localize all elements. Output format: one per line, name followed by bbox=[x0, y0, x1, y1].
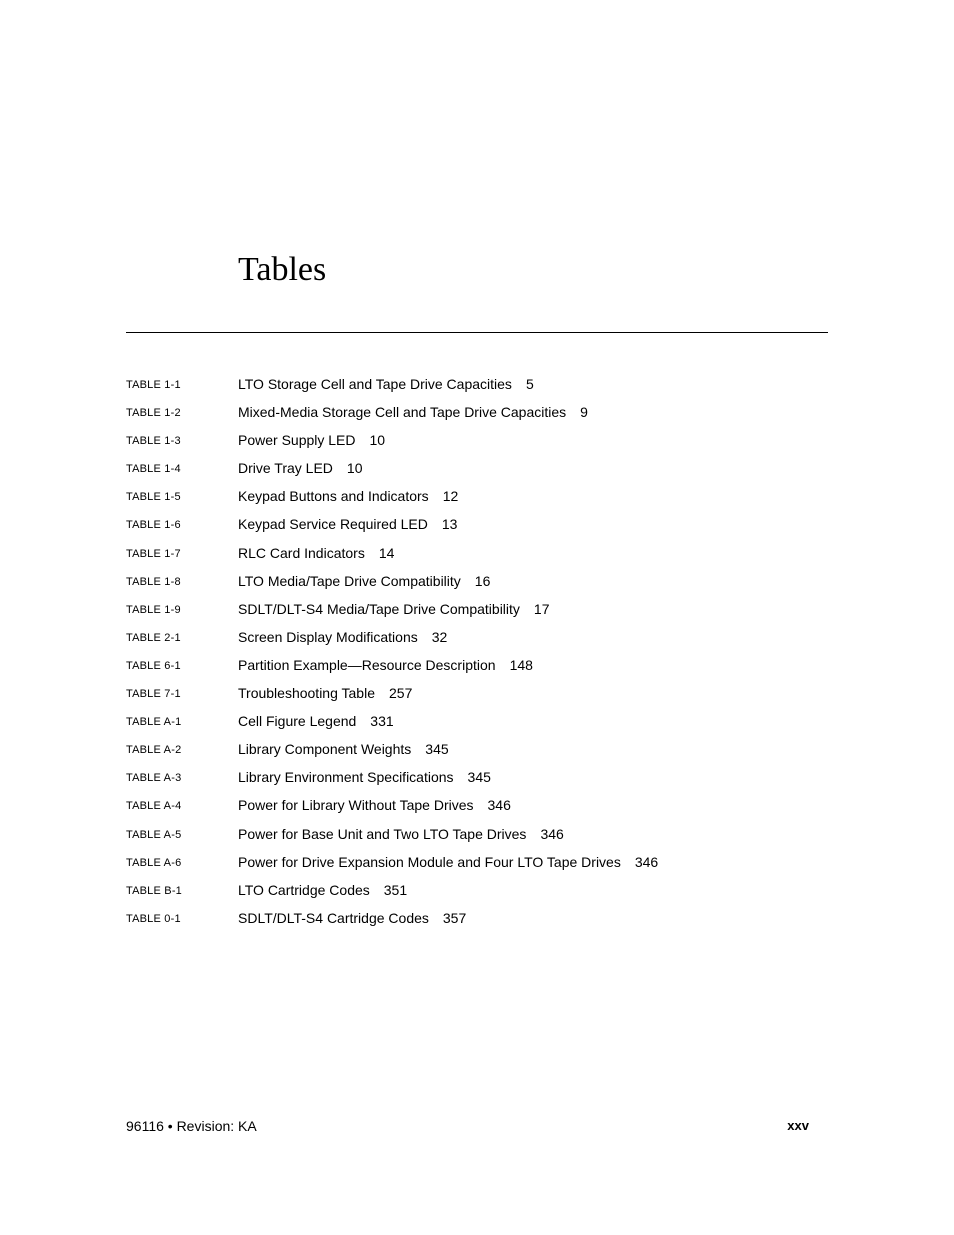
toc-entry-number: TABLE 1-6 bbox=[126, 519, 181, 532]
toc-entry-page: 257 bbox=[389, 685, 413, 702]
toc-entry-page: 5 bbox=[525, 376, 534, 392]
toc-entry-number: TABLE 1-8 bbox=[126, 575, 181, 588]
toc-entry-link[interactable] bbox=[238, 573, 490, 589]
toc-entry[interactable] bbox=[0, 597, 954, 625]
toc-entry-number: TABLE A-5 bbox=[126, 828, 182, 841]
toc-entry-page: 357 bbox=[442, 909, 467, 926]
toc-entry-link[interactable] bbox=[238, 797, 511, 813]
toc-entry-number: TABLE 0-1 bbox=[126, 912, 181, 925]
toc-entry-number: TABLE 1-4 bbox=[126, 463, 181, 476]
toc-entry-number: TABLE A-3 bbox=[126, 772, 182, 785]
toc-entry[interactable] bbox=[0, 484, 954, 512]
toc-entry-title: SDLT/DLT-S4 Media/Tape Drive Compatibility bbox=[238, 600, 520, 617]
toc-entry-title: Keypad Buttons and Indicators bbox=[238, 488, 429, 505]
toc-entry-number: TABLE 2-1 bbox=[126, 631, 181, 644]
toc-entry-page: 351 bbox=[383, 881, 408, 898]
page-title: Tables bbox=[238, 251, 327, 288]
toc-entry[interactable] bbox=[0, 512, 954, 540]
toc-entry[interactable] bbox=[0, 765, 954, 793]
toc-entry-link[interactable] bbox=[238, 404, 588, 420]
toc-entry-number: TABLE 1-3 bbox=[126, 435, 181, 448]
toc-entry-link[interactable] bbox=[238, 488, 458, 504]
toc-entry[interactable] bbox=[0, 541, 954, 569]
toc-entry-title: Library Environment Specifications bbox=[238, 769, 454, 786]
toc-entry-page: 345 bbox=[467, 769, 491, 786]
toc-entry-link[interactable] bbox=[238, 826, 564, 842]
toc-entry-number: TABLE A-4 bbox=[126, 800, 182, 813]
toc-entry-link[interactable] bbox=[238, 601, 550, 617]
toc-entry-number: TABLE 7-1 bbox=[126, 688, 181, 701]
toc-entry-title: Screen Display Modifications bbox=[238, 628, 418, 645]
toc-entry[interactable] bbox=[0, 625, 954, 653]
toc-entry-page: 17 bbox=[533, 600, 550, 617]
toc-entry[interactable] bbox=[0, 681, 954, 709]
toc-entry-number: TABLE 6-1 bbox=[126, 659, 181, 672]
toc-entry-link[interactable] bbox=[238, 910, 466, 926]
toc-entry-title: Power for Library Without Tape Drives bbox=[238, 797, 474, 814]
toc-entry-page: 331 bbox=[370, 713, 394, 730]
table-of-contents bbox=[0, 372, 954, 934]
toc-entry-number: TABLE A-1 bbox=[126, 716, 182, 729]
toc-entry-page: 10 bbox=[346, 460, 363, 477]
toc-entry-title: LTO Cartridge Codes bbox=[238, 881, 370, 898]
toc-entry-link[interactable] bbox=[238, 882, 407, 898]
toc-entry-page: 13 bbox=[441, 516, 458, 533]
toc-entry-link[interactable] bbox=[238, 516, 457, 532]
toc-entry[interactable] bbox=[0, 906, 954, 934]
toc-entry-title: Mixed-Media Storage Cell and Tape Drive Capacities bbox=[238, 404, 567, 421]
toc-entry[interactable] bbox=[0, 850, 954, 878]
toc-entry-link[interactable] bbox=[238, 713, 394, 729]
toc-entry-number: TABLE 1-1 bbox=[126, 379, 181, 391]
toc-entry[interactable] bbox=[0, 822, 954, 850]
toc-entry-page: 346 bbox=[540, 825, 564, 842]
toc-entry[interactable] bbox=[0, 400, 954, 428]
toc-entry-page: 346 bbox=[634, 853, 659, 870]
toc-entry-link[interactable] bbox=[238, 376, 534, 392]
toc-entry-number: TABLE A-6 bbox=[126, 856, 182, 869]
toc-entry-link[interactable] bbox=[238, 769, 491, 785]
toc-entry[interactable] bbox=[0, 428, 954, 456]
toc-entry-title: RLC Card Indicators bbox=[238, 544, 365, 561]
toc-entry-title: Cell Figure Legend bbox=[238, 713, 357, 730]
toc-entry-page: 148 bbox=[509, 656, 533, 673]
toc-entry-number: TABLE B-1 bbox=[126, 884, 183, 897]
toc-entry[interactable] bbox=[0, 372, 954, 400]
toc-entry-page: 12 bbox=[442, 488, 459, 505]
footer-document-revision: 96116 • Revision: KA bbox=[126, 1118, 257, 1134]
toc-entry-page: 32 bbox=[431, 628, 448, 645]
toc-entry-page: 16 bbox=[474, 572, 491, 589]
toc-entry[interactable] bbox=[0, 569, 954, 597]
toc-entry-link[interactable] bbox=[238, 460, 363, 476]
toc-entry-page: 10 bbox=[369, 432, 386, 449]
toc-entry-title: Power for Drive Expansion Module and Four LTO Tape Drives bbox=[238, 853, 621, 870]
toc-entry[interactable] bbox=[0, 737, 954, 765]
toc-entry-title: LTO Storage Cell and Tape Drive Capacities bbox=[238, 376, 512, 392]
toc-entry-title: Troubleshooting Table bbox=[238, 685, 375, 702]
toc-entry[interactable] bbox=[0, 653, 954, 681]
toc-entry[interactable] bbox=[0, 709, 954, 737]
toc-entry-title: Power for Base Unit and Two LTO Tape Drives bbox=[238, 825, 527, 842]
toc-entry-link[interactable] bbox=[238, 432, 385, 448]
toc-entry-title: Keypad Service Required LED bbox=[238, 516, 428, 533]
toc-entry[interactable] bbox=[0, 878, 954, 906]
toc-entry-title: Library Component Weights bbox=[238, 741, 412, 758]
toc-entry-link[interactable] bbox=[238, 545, 394, 561]
toc-entry-title: Drive Tray LED bbox=[238, 460, 333, 477]
toc-entry[interactable] bbox=[0, 456, 954, 484]
toc-entry-number: TABLE 1-7 bbox=[126, 547, 181, 560]
toc-entry-number: TABLE 1-5 bbox=[126, 491, 181, 504]
toc-entry-title: LTO Media/Tape Drive Compatibility bbox=[238, 572, 461, 589]
toc-entry-link[interactable] bbox=[238, 657, 533, 673]
toc-entry-link[interactable] bbox=[238, 685, 412, 701]
toc-entry-title: Partition Example—Resource Description bbox=[238, 656, 496, 673]
toc-entry-number: TABLE 1-9 bbox=[126, 603, 181, 616]
toc-entry-link[interactable] bbox=[238, 741, 449, 757]
footer-page-number: xxv bbox=[787, 1118, 809, 1133]
toc-entry[interactable] bbox=[0, 793, 954, 821]
toc-entry-number: TABLE A-2 bbox=[126, 744, 182, 757]
heading-divider bbox=[126, 332, 828, 333]
toc-entry-link[interactable] bbox=[238, 854, 658, 870]
toc-entry-title: SDLT/DLT-S4 Cartridge Codes bbox=[238, 909, 429, 926]
toc-entry-page: 345 bbox=[425, 741, 449, 758]
toc-entry-title: Power Supply LED bbox=[238, 432, 356, 449]
toc-entry-page: 346 bbox=[487, 797, 511, 814]
toc-entry-page: 9 bbox=[580, 404, 588, 421]
toc-entry-page: 14 bbox=[378, 544, 395, 561]
toc-entry-number: TABLE 1-2 bbox=[126, 407, 181, 420]
toc-entry-link[interactable] bbox=[238, 629, 447, 645]
